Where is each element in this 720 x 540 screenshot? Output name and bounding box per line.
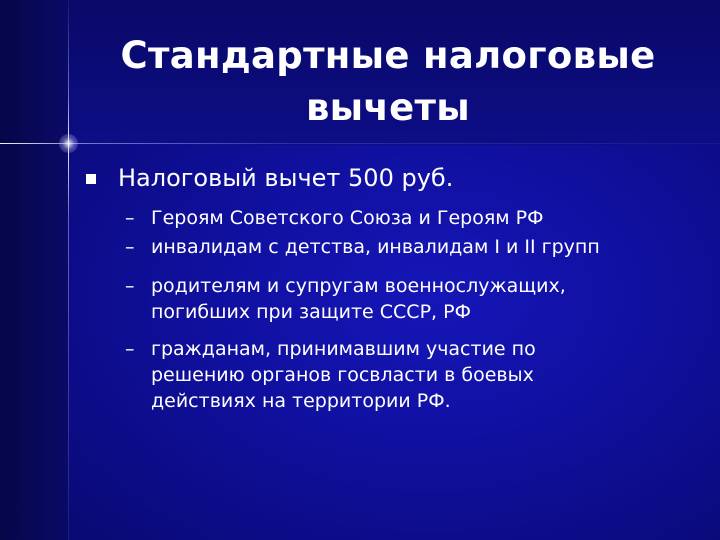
vertical-decor-line bbox=[68, 0, 69, 540]
slide-title bbox=[78, 30, 698, 134]
dash-bullet-icon: – bbox=[125, 275, 135, 297]
square-bullet-icon bbox=[86, 174, 96, 184]
sub-item-line: Героям Советского Союза и Героям РФ bbox=[151, 207, 544, 229]
sub-item-line: погибших при защите СССР, РФ bbox=[151, 301, 471, 323]
horizontal-decor-line bbox=[0, 143, 720, 144]
main-bullet-text: Налоговый вычет 500 руб. bbox=[118, 164, 454, 192]
sub-item-line: решению органов госвласти в боевых bbox=[151, 364, 534, 386]
sub-item-text bbox=[151, 234, 691, 260]
sub-item-text bbox=[151, 336, 691, 414]
sub-item-line: действиях на территории РФ. bbox=[151, 390, 451, 412]
sub-item-line: гражданам, принимавшим участие по bbox=[151, 338, 536, 360]
sub-item-line: родителям и супругам военнослужащих, bbox=[151, 275, 566, 297]
slide-title-line-2: вычеты bbox=[305, 86, 471, 129]
dash-bullet-icon: – bbox=[125, 236, 135, 258]
sub-item-line: инвалидам с детства, инвалидам I и II групп bbox=[151, 236, 600, 258]
crosshair-sparkle-icon bbox=[68, 143, 69, 144]
dash-bullet-icon: – bbox=[125, 207, 135, 229]
dash-bullet-icon: – bbox=[125, 338, 135, 360]
slide-title-line-1: Стандартные налоговые bbox=[120, 34, 656, 77]
left-decor-band bbox=[0, 0, 68, 540]
sub-item-text bbox=[151, 273, 691, 325]
sub-item-text bbox=[151, 205, 691, 231]
